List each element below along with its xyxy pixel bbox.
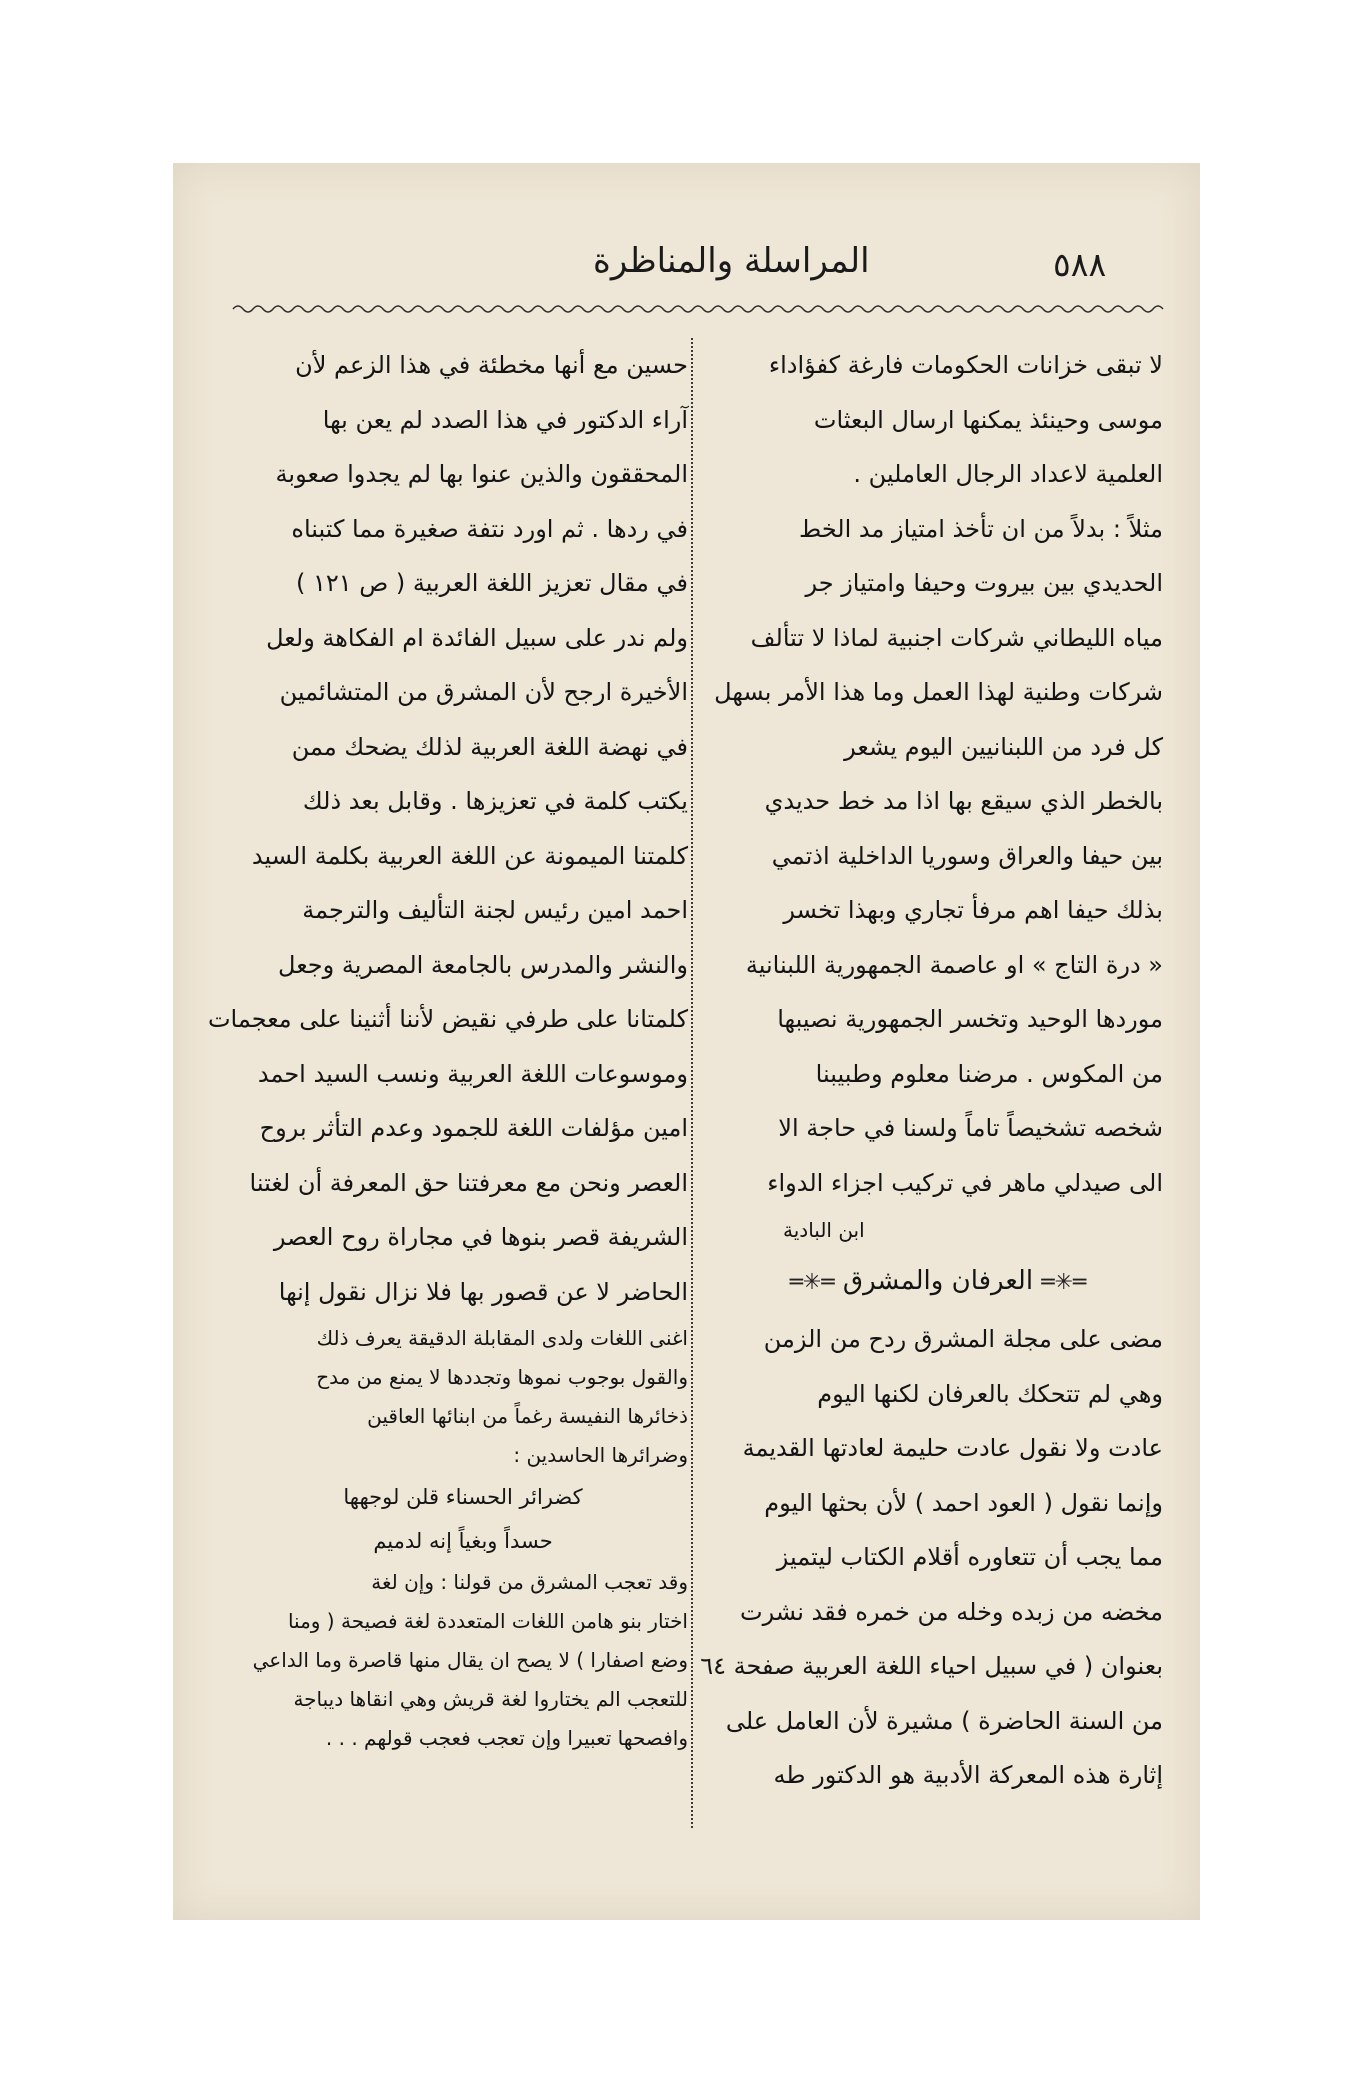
text-line: شخصه تشخيصاً تاماً ولسنا في حاجة الا [778, 1114, 1163, 1142]
text-line: مثلاً : بدلاً من ان تأخذ امتياز مد الخط [799, 514, 1163, 543]
text-line: العصر ونحن مع معرفتنا حق المعرفة أن لغتنا [249, 1168, 688, 1197]
text-line-small: والقول بوجوب نموها وتجددها لا يمنع من مدح [316, 1365, 688, 1389]
text-line-small: اختار بنو هامن اللغات المتعددة لغة فصيحة ( ومنا [287, 1609, 688, 1633]
text-line: الأخيرة ارجح لأن المشرق من المتشائمين [279, 678, 688, 706]
text-line: كلمتنا الميمونة عن اللغة العربية بكلمة السيد [251, 841, 688, 870]
text-line-small: للتعجب الم يختاروا لغة قريش وهي انقاها ديباجة [293, 1687, 688, 1711]
text-line: ولم ندر على سبيل الفائدة ام الفكاهة ولعل [266, 623, 688, 652]
section-heading [713, 1250, 1163, 1312]
text-line: كلمتانا على طرفي نقيض لأننا أثنينا على معجمات [207, 1005, 688, 1033]
text-line: يكتب كلمة في تعزيزها . وقابل بعد ذلك [302, 787, 688, 815]
text-line: من السنة الحاضرة ) مشيرة لأن العامل على [725, 1706, 1163, 1735]
signature: ابن البادية [783, 1218, 865, 1242]
text-line: موسى وحينئذ يمكنها ارسال البعثات [813, 405, 1163, 434]
text-line: احمد امين رئيس لجنة التأليف والترجمة [302, 896, 688, 924]
page-header [173, 163, 1200, 313]
poem-verse: حسداً وبغياً إنه لدميم [373, 1529, 553, 1553]
text-line: بعنوان ( في سبيل احياء اللغة العربية صفحة ٦٤ [700, 1652, 1163, 1680]
ornament-icon: ═✳═ [789, 1270, 835, 1295]
text-line: لا تبقى خزانات الحكومات فارغة كفؤاداء [768, 351, 1163, 379]
text-line: إثارة هذه المعركة الأدبية هو الدكتور طه [773, 1761, 1163, 1789]
text-line-small: ذخائرها النفيسة رغماً من ابنائها العاقين [367, 1404, 688, 1428]
scanned-page [173, 163, 1200, 1920]
ornament-icon: ═✳═ [1041, 1270, 1087, 1295]
text-line-small: اغنى اللغات ولدى المقابلة الدقيقة يعرف ذلك [316, 1326, 688, 1350]
text-line: مضى على مجلة المشرق ردح من الزمن [763, 1325, 1163, 1353]
column-divider [691, 338, 693, 1828]
text-line: حسين مع أنها مخطئة في هذا الزعم لأن [295, 351, 688, 379]
text-line: شركات وطنية لهذا العمل وما هذا الأمر بسهل [714, 678, 1163, 706]
text-line-small: وضرائرها الحاسدين : [513, 1443, 688, 1467]
poem-verse: كضرائر الحسناء قلن لوجهها [343, 1485, 583, 1509]
text-line: بالخطر الذي سيقع بها اذا مد خط حديدي [764, 787, 1163, 815]
text-line-small: وقد تعجب المشرق من قولنا : وإن لغة [371, 1570, 688, 1594]
wavy-rule [233, 303, 1163, 315]
left-column [207, 338, 688, 1758]
section-heading-text: العرفان والمشرق [842, 1266, 1034, 1296]
text-line: الحاضر لا عن قصور بها فلا نزال نقول إنها [278, 1277, 688, 1306]
text-line: بين حيفا والعراق وسوريا الداخلية اذتمي [771, 841, 1163, 870]
text-line: وإنما نقول ( العود احمد ) لأن بحثها اليوم [764, 1488, 1163, 1517]
text-line: الشريفة قصر بنوها في مجاراة روح العصر [273, 1223, 688, 1251]
text-line: مياه الليطاني شركات اجنبية لماذا لا تتألف [750, 623, 1163, 652]
text-line: عادت ولا نقول عادت حليمة لعادتها القديمة [742, 1434, 1163, 1462]
text-line-small: وضع اصفارا ) لا يصح ان يقال منها قاصرة وما الداعي [252, 1648, 688, 1672]
text-line: الحديدي بين بيروت وحيفا وامتياز جر [805, 569, 1163, 597]
text-line: كل فرد من اللبنانيين اليوم يشعر [844, 732, 1163, 761]
text-line: والنشر والمدرس بالجامعة المصرية وجعل [278, 950, 688, 979]
page-number: ٥٨٨ [1053, 245, 1107, 284]
text-line: في مقال تعزيز اللغة العربية ( ص ١٢١ ) [295, 569, 688, 597]
text-line: امين مؤلفات اللغة للجمود وعدم التأثر بروح [259, 1114, 688, 1142]
text-line: آراء الدكتور في هذا الصدد لم يعن بها [322, 405, 688, 434]
running-title: المراسلة والمناظرة [593, 241, 870, 281]
right-column [700, 338, 1163, 1803]
text-line: في نهضة اللغة العربية لذلك يضحك ممن [291, 732, 688, 761]
text-line: بذلك حيفا اهم مرفأ تجاري وبهذا تخسر [783, 896, 1163, 924]
text-line: في ردها . ثم اورد نتفة صغيرة مما كتبناه [291, 514, 688, 543]
text-line: الى صيدلي ماهر في تركيب اجزاء الدواء [767, 1168, 1163, 1197]
text-line: من المكوس . مرضنا معلوم وطبيبنا [815, 1059, 1163, 1088]
text-line: « درة التاج » او عاصمة الجمهورية اللبنانية [745, 950, 1163, 979]
text-line-small: وافصحها تعبيرا وإن تعجب فعجب قولهم . . . [325, 1726, 688, 1750]
text-line: المحققون والذين عنوا بها لم يجدوا صعوبة [275, 460, 688, 488]
text-line: مخضه من زبده وخله من خمره فقد نشرت [739, 1597, 1163, 1626]
text-line: مما يجب أن تتعاوره أقلام الكتاب ليتميز [776, 1543, 1163, 1571]
text-line: موردها الوحيد وتخسر الجمهورية نصيبها [777, 1005, 1163, 1033]
text-line: وهي لم تتحكك بالعرفان لكنها اليوم [817, 1379, 1163, 1408]
text-line: العلمية لاعداد الرجال العاملين . [853, 460, 1163, 488]
text-line: وموسوعات اللغة العربية ونسب السيد احمد [257, 1059, 688, 1088]
